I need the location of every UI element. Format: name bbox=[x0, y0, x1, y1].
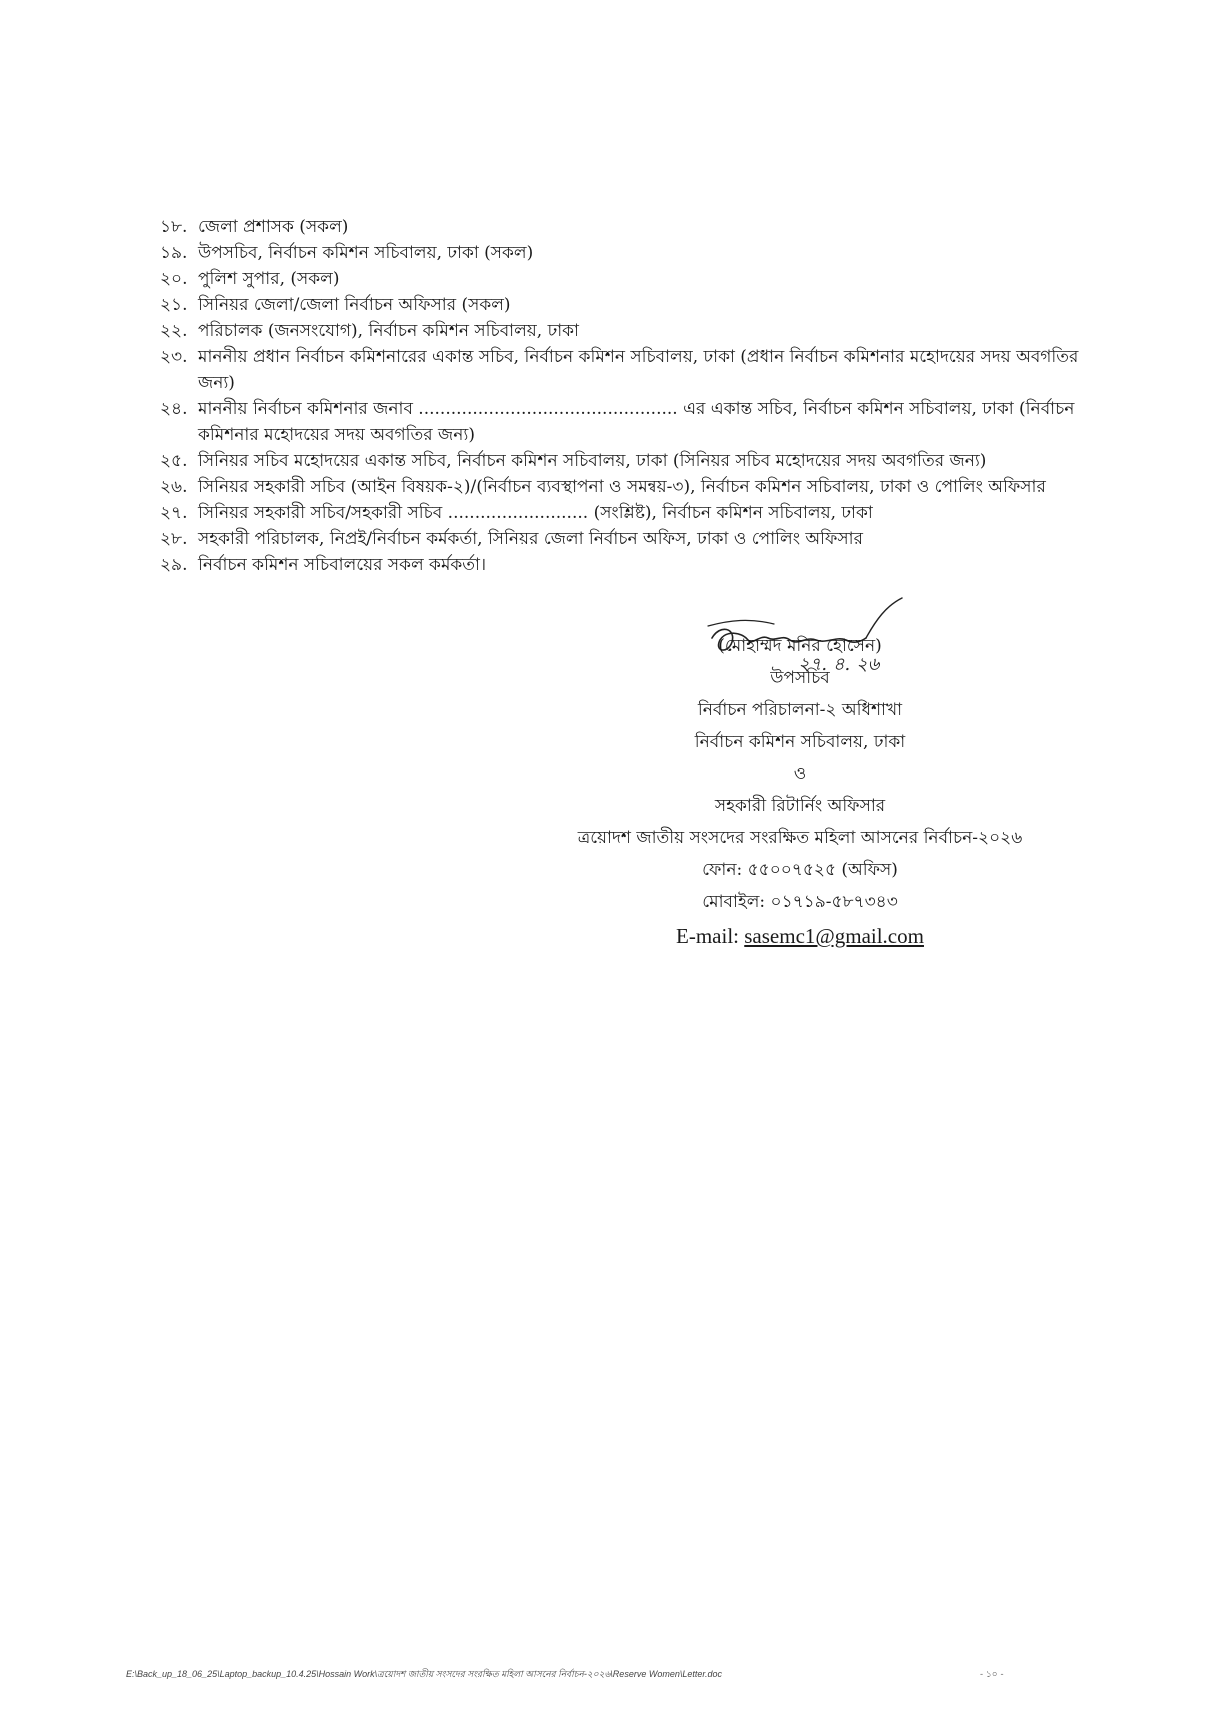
item-text: উপসচিব, নির্বাচন কমিশন সচিবালয়, ঢাকা (সকল) bbox=[198, 243, 534, 263]
list-item bbox=[160, 500, 1120, 526]
item-text: পরিচালক (জনসংযোগ), নির্বাচন কমিশন সচিবালয়, ঢাকা bbox=[198, 321, 579, 341]
item-text: নির্বাচন কমিশন সচিবালয়ের সকল কর্মকর্তা। bbox=[198, 555, 487, 575]
item-text: সহকারী পরিচালক, নিপ্রই/নির্বাচন কর্মকর্তা, সিনিয়র জেলা নির্বাচন অফিস, ঢাকা ও পোলিং অফিসার bbox=[198, 529, 863, 549]
phone-number: ফোন: ৫৫০০৭৫২৫ (অফিস) bbox=[702, 860, 898, 880]
page-number: - ১০ - bbox=[980, 1670, 1004, 1680]
list-item bbox=[160, 474, 1120, 500]
email-line bbox=[520, 918, 1080, 954]
list-item bbox=[160, 318, 1120, 344]
item-text: মাননীয় প্রধান নির্বাচন কমিশনারের একান্ত সচিব, নির্বাচন কমিশন সচিবালয়, ঢাকা (প্রধান নির্বাচন কমিশনার মহোদয়ের সদয় অবগতির জন্য) bbox=[198, 347, 1079, 393]
item-number: ১৮. bbox=[160, 217, 188, 237]
item-number: ১৯. bbox=[160, 243, 188, 263]
list-item bbox=[160, 552, 1120, 578]
list-item bbox=[160, 266, 1120, 292]
signatory-role: সহকারী রিটার্নিং অফিসার bbox=[714, 796, 886, 816]
item-text: পুলিশ সুপার, (সকল) bbox=[198, 269, 340, 289]
item-number: ২৩. bbox=[160, 347, 188, 367]
item-number: ২৭. bbox=[160, 503, 188, 523]
item-number: ২৫. bbox=[160, 451, 188, 471]
signatory-branch: নির্বাচন পরিচালনা-২ অধিশাখা bbox=[697, 700, 903, 720]
item-text: মাননীয় নির্বাচন কমিশনার জনাব ................................................ এর একান্ত সচিব, নির্বাচন কমিশন সচিবালয়, ঢাকা (নির্বাচন কমিশনার মহোদয়ের সদয় অবগতির জন্য) bbox=[198, 399, 1075, 445]
item-number: ২২. bbox=[160, 321, 188, 341]
list-item bbox=[160, 448, 1120, 474]
item-number: ২৬. bbox=[160, 477, 188, 497]
item-text: সিনিয়র সচিব মহোদয়ের একান্ত সচিব, নির্বাচন কমিশন সচিবালয়, ঢাকা (সিনিয়র সচিব মহোদয়ের সদয় অবগতির জন্য) bbox=[198, 451, 987, 471]
item-number: ২০. bbox=[160, 269, 188, 289]
item-number: ২৮. bbox=[160, 529, 188, 549]
mobile-number: মোবাইল: ০১৭১৯-৫৮৭৩৪৩ bbox=[702, 892, 898, 912]
signature-date: ২৭. ৪. ২৬ bbox=[798, 654, 880, 675]
item-text: সিনিয়র সহকারী সচিব (আইন বিষয়ক-২)/(নির্বাচন ব্যবস্থাপনা ও সমন্বয়-৩), নির্বাচন কমিশন সচিবালয়, ঢাকা ও পোলিং অফিসার bbox=[198, 477, 1046, 497]
item-text: জেলা প্রশাসক (সকল) bbox=[198, 217, 349, 237]
list-item bbox=[160, 344, 1120, 396]
election-title: ত্রয়োদশ জাতীয় সংসদের সংরক্ষিত মহিলা আসনের নির্বাচন-২০২৬ bbox=[577, 828, 1023, 848]
signature-block bbox=[520, 596, 1080, 954]
signatory-name: (মোহাম্মদ মনির হোসেন) bbox=[718, 636, 882, 656]
list-item bbox=[160, 526, 1120, 552]
item-number: ২১. bbox=[160, 295, 188, 315]
signatory-office: নির্বাচন কমিশন সচিবালয়, ঢাকা bbox=[694, 732, 906, 752]
item-text: সিনিয়র সহকারী সচিব/সহকারী সচিব .......................... (সংশ্লিষ্ট), নির্বাচন কমিশন সচিবালয়, ঢাকা bbox=[198, 503, 873, 523]
signatory-designation: উপসচিব bbox=[770, 668, 830, 688]
list-item bbox=[160, 396, 1120, 448]
item-number: ২৯. bbox=[160, 555, 188, 575]
email-link[interactable]: sasemc1@gmail.com bbox=[744, 924, 924, 948]
list-item bbox=[160, 214, 1120, 240]
list-item bbox=[160, 292, 1120, 318]
email-label: E-mail: bbox=[676, 924, 745, 948]
file-path-footer: E:\Back_up_18_06_25\Laptop_backup_10.4.25\Hossain Work\ত্রয়োদশ জাতীয় সংসদের সংরক্ষিত মহিলা আসনের নির্বাচন-২০২৬\Reserve Women\Letter.doc bbox=[126, 1669, 723, 1679]
list-item bbox=[160, 240, 1120, 266]
distribution-list bbox=[160, 214, 1120, 578]
item-number: ২৪. bbox=[160, 399, 188, 419]
signatory-conjunction: ও bbox=[793, 764, 807, 784]
item-text: সিনিয়র জেলা/জেলা নির্বাচন অফিসার (সকল) bbox=[198, 295, 511, 315]
